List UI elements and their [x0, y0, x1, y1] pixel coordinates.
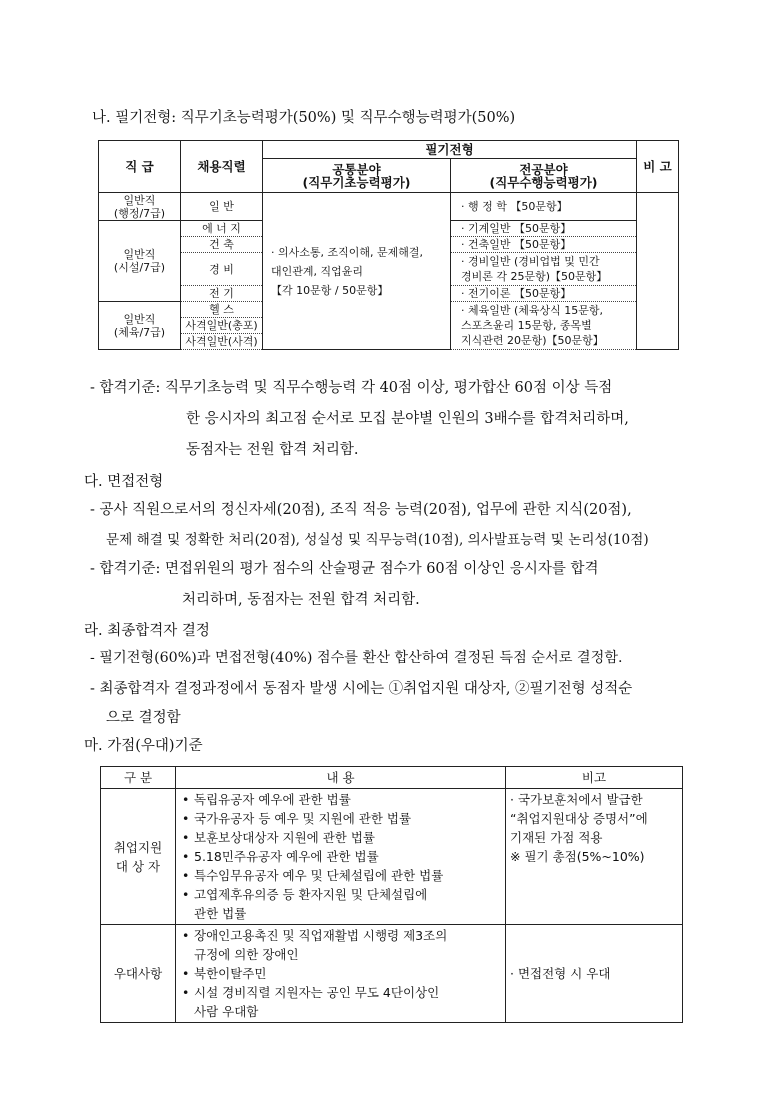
category-preference: 우대사항	[101, 925, 176, 1023]
bonus-criteria-table	[100, 766, 683, 1023]
note-cell	[637, 193, 679, 350]
header-content: 내 용	[176, 767, 506, 789]
job-cell: 헬 스	[181, 302, 263, 318]
header-category: 구 분	[101, 767, 176, 789]
final-decision-line3: 으로 결정함	[106, 710, 181, 726]
interview-criteria-line1: - 공사 직원으로서의 정신자세(20점), 조직 적응 능력(20점), 업무에 관한 지식(20점),	[90, 502, 632, 518]
header-grade: 직 급	[99, 141, 181, 193]
grade-admin: 일반직 (행정/7급)	[99, 193, 181, 221]
job-cell: 전 기	[181, 286, 263, 302]
major-cell: · 체육일반 (체육상식 15문항, 스포츠윤리 15문항, 종목별 지식관련 20문항)【50문항】	[451, 302, 637, 350]
pass-criteria-line3: 동점자는 전원 합격 처리함.	[186, 442, 359, 458]
interview-pass-line2: 처리하며, 동점자는 전원 합격 처리함.	[182, 592, 420, 608]
major-cell: · 건축일반 【50문항】	[451, 237, 637, 253]
interview-criteria-line2: 문제 해결 및 정확한 처리(20점), 성실성 및 직무능력(10점), 의사발표능력 및 논리성(10점)	[106, 532, 649, 548]
list-item: • 시설 경비직렬 지원자는 공인 무도 4단이상인 사람 우대함	[180, 983, 501, 1021]
section-da-heading: 다. 면접전형	[84, 474, 164, 490]
final-decision-line2: - 최종합격자 결정과정에서 동점자 발생 시에는 ①취업지원 대상자, ②필기전형 성적순	[90, 681, 633, 697]
final-decision-line1: - 필기전형(60%)과 면접전형(40%) 점수를 환산 합산하여 결정된 득점 순서로 결정함.	[90, 650, 623, 666]
written-exam-table	[98, 140, 679, 350]
header-common-label: 공통분야	[332, 161, 381, 177]
header-written: 필기전형	[263, 141, 637, 159]
header-common-sub: (직무기초능력평가)	[302, 174, 411, 190]
major-cell: · 행 정 학 【50문항】	[451, 193, 637, 221]
pass-criteria-line2: 한 응시자의 최고점 순서로 모집 분야별 인원의 3배수를 합격처리하며,	[186, 411, 629, 427]
employment-support-content	[176, 789, 506, 925]
list-item: • 고엽제후유의증 등 환자지원 및 단체설립에 관한 법률	[180, 885, 501, 923]
preference-remark: · 면접전형 시 우대	[506, 925, 683, 1023]
header-major-label: 전공분야	[519, 161, 568, 177]
list-item: • 특수임무유공자 예우 및 단체설립에 관한 법률	[180, 866, 501, 885]
header-note: 비 고	[637, 141, 679, 193]
job-cell: 사격일반(총포)	[181, 318, 263, 334]
pass-criteria-label: - 합격기준:	[90, 380, 166, 396]
section-ra-heading: 라. 최종합격자 결정	[84, 623, 210, 639]
list-item: • 5.18민주유공자 예우에 관한 법률	[180, 847, 501, 866]
section-na-heading: 나. 필기전형: 직무기초능력평가(50%) 및 직무수행능력평가(50%)	[92, 110, 516, 126]
interview-pass-line1: - 합격기준: 면접위원의 평가 점수의 산술평균 점수가 60점 이상인 응시자를 합격	[90, 561, 599, 577]
list-item: • 국가유공자 등 예우 및 지원에 관한 법률	[180, 809, 501, 828]
grade-facility: 일반직 (시설/7급)	[99, 221, 181, 302]
header-major-sub: (직무수행능력평가)	[489, 174, 598, 190]
header-common	[263, 159, 451, 193]
pass-criteria-text1: 직무기초능력 및 직무수행능력 각 40점 이상, 평가합산 60점 이상 득점	[165, 380, 613, 396]
header-remark: 비고	[506, 767, 683, 789]
header-job: 채용직렬	[181, 141, 263, 193]
list-item: • 보훈보상대상자 지원에 관한 법률	[180, 828, 501, 847]
job-cell: 건 축	[181, 237, 263, 253]
category-employment-support: 취업지원 대 상 자	[101, 789, 176, 925]
employment-support-remark: · 국가보훈처에서 발급한 “취업지원대상 증명서”에 기재된 가점 적용 ※ 필기 총점(5%~10%)	[506, 789, 683, 925]
major-cell: · 기계일반 【50문항】	[451, 221, 637, 237]
major-cell: · 경비일반 (경비업법 및 민간 경비론 각 25문항)【50문항】	[451, 253, 637, 286]
job-cell: 사격일반(사격)	[181, 334, 263, 350]
job-cell: 에 너 지	[181, 221, 263, 237]
preference-content	[176, 925, 506, 1023]
common-field-cell: · 의사소통, 조직이해, 문제해결, 대인관계, 직업윤리 【각 10문항 / 50문항】	[263, 193, 451, 350]
list-item: • 독립유공자 예우에 관한 법률	[180, 790, 501, 809]
job-cell: 일 반	[181, 193, 263, 221]
section-ma-heading: 마. 가점(우대)기준	[84, 738, 203, 754]
header-major	[451, 159, 637, 193]
pass-criteria-line1	[90, 378, 612, 398]
job-cell: 경 비	[181, 253, 263, 286]
list-item: • 북한이탈주민	[180, 964, 501, 983]
grade-sports: 일반직 (체육/7급)	[99, 302, 181, 350]
list-item: • 장애인고용촉진 및 직업재활법 시행령 제3조의 규정에 의한 장애인	[180, 926, 501, 964]
major-cell: · 전기이론 【50문항】	[451, 286, 637, 302]
